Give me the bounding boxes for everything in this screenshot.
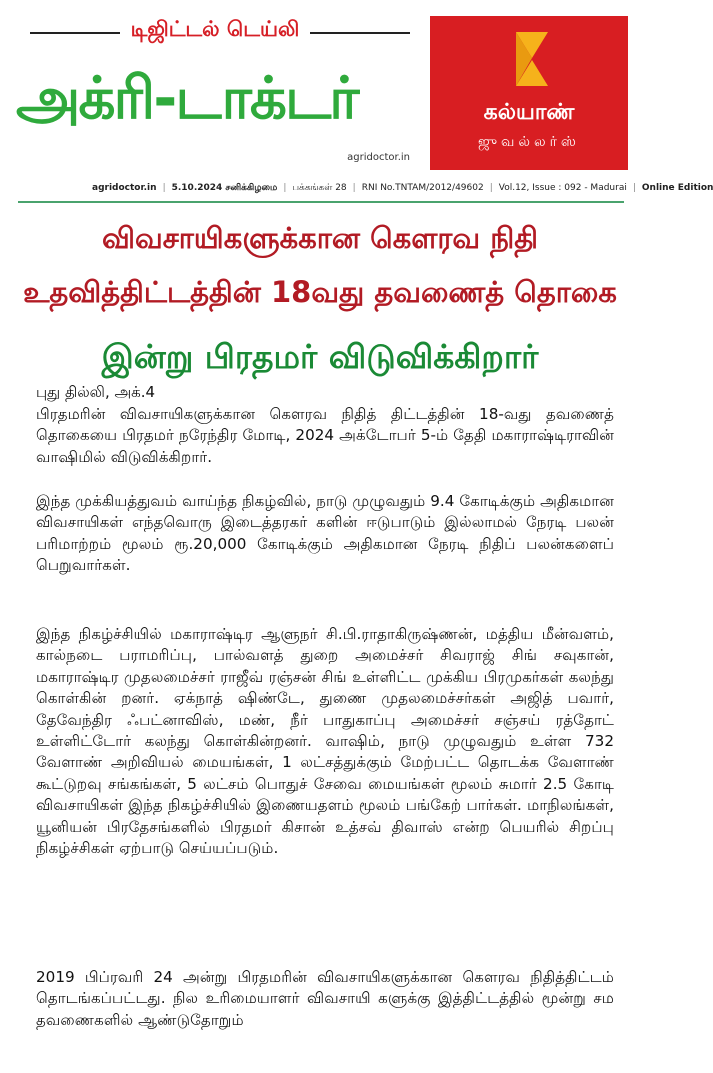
article-paragraph-4: 2019 பிப்ரவரி 24 அன்று பிரதமரின் விவசாயிகளுக்கான கௌரவ நிதித்திட்டம் தொடங்கப்பட்டது. நில உரிமையாளர் விவசாயி களுக்கு இத்திட்டத்தில் மூன்று சம தவணைகளில் ஆண்டுதோறும்	[36, 968, 614, 1029]
meta-separator: |	[283, 183, 287, 193]
meta-separator: |	[489, 183, 493, 193]
meta-date: 5.10.2024 சனிக்கிழமை	[171, 182, 278, 193]
ad-brand-sub: ஜுவல்லர்ஸ்	[478, 134, 580, 150]
article-paragraph-2: இந்த முக்கியத்துவம் வாய்ந்த நிகழ்வில், நாடு முழுவதும் 9.4 கோடிக்கும் அதிகமான விவசாயிகள் எந்தவொரு இடைத்தரகர் களின் ஈடுபாடும் இல்லாமல் நேரடி பலன் பரிமாற்றம் மூலம் ரூ.20,000 கோடிக்கும் அதிகமான நேரடி நிதிப் பலன்களைப் பெறுவார்கள்.	[36, 492, 614, 575]
kalyan-logo-icon	[510, 30, 554, 88]
headline-line-1: விவசாயிகளுக்கான கௌரவ நிதி	[101, 221, 539, 255]
issue-meta	[92, 180, 713, 196]
article-paragraph-1: பிரதமரின் விவசாயிகளுக்கான கௌரவ நிதித் திட்டத்தின் 18-வது தவணைத் தொகையை பிரதமர் நரேந்திர மோடி, 2024 அக்டோபர் 5-ம் தேதி மகாராஷ்டிராவின் வாஷிமில் விடுவிக்கிறார்.	[36, 405, 614, 466]
meta-separator: |	[352, 183, 356, 193]
headline-line-2: உதவித்திட்டத்தின் 18வது தவணைத் தொகை	[23, 275, 617, 309]
meta-site: agridoctor.in	[92, 183, 157, 193]
headline-line-3: இன்று பிரதமர் விடுவிக்கிறார்	[101, 337, 539, 376]
meta-separator: |	[162, 183, 166, 193]
meta-pages: பக்கங்கள் 28	[292, 182, 347, 193]
kalyan-jewellers-ad[interactable]	[430, 16, 628, 170]
header-divider	[18, 201, 624, 203]
brand-site: agridoctor.in	[347, 152, 410, 163]
brand-title: அக்ரி-டாக்டர்	[16, 64, 358, 132]
masthead	[0, 0, 640, 176]
meta-edition: Online Edition	[641, 183, 713, 193]
article-paragraph-3: இந்த நிகழ்ச்சியில் மகாராஷ்டிர ஆளுநர் சி.பி.ராதாகிருஷ்ணன், மத்திய மீன்வளம், கால்நடை பராமரிப்பு, பால்வளத் துறை அமைச்சர் சிவராஜ் சிங் சவுகான், மகாராஷ்டிர முதலமைச்சர் ராஜீவ் ரஞ்சன் சிங் உள்ளிட்ட முக்கிய பிரமுகர்கள் கலந்து கொள்கின் றனர். ஏக்நாத் ஷிண்டே, துணை முதலமைச்சர்கள் அஜித் பவார், தேவேந்திர ஃபட்னாவிஸ், மண், நீர் பாதுகாப்பு அமைச்சர் சஞ்சய் ரத்தோட் உள்ளிட்டோர் கலந்து கொள்கின்றனர். வாஷிம், நாடு முழுவதும் உள்ள 732 வேளாண் அறிவியல் மையங்கள், 1 லட்சத்துக்கும் மேற்பட்ட தொடக்க வேளாண் கூட்டுறவு சங்கங்கள், 5 லட்சம் பொதுச் சேவை மையங்கள் மூலம் சுமார் 2.5 கோடி விவசாயிகள் இந்த நிகழ்ச்சியில் இணையதளம் மூலம் பங்கேற் பார்கள். மாநிலங்கள், யூனியன் பிரதேசங்களில் பிரதமர் கிசான் உத்சவ் திவாஸ் என்ற பெயரில் சிறப்பு நிகழ்ச்சிகள் ஏற்பாடு செய்யப்படும்.	[36, 625, 614, 858]
ad-brand-name: கல்யாண்	[483, 100, 575, 125]
meta-volume: Vol.12, Issue : 092 - Madurai	[498, 183, 627, 193]
digital-daily-label: டிஜிட்டல் டெய்லி	[120, 14, 310, 44]
meta-separator: |	[632, 183, 636, 193]
article-dateline: புது தில்லி, அக்.4	[36, 383, 156, 401]
meta-rni: RNI No.TNTAM/2012/49602	[361, 183, 484, 193]
